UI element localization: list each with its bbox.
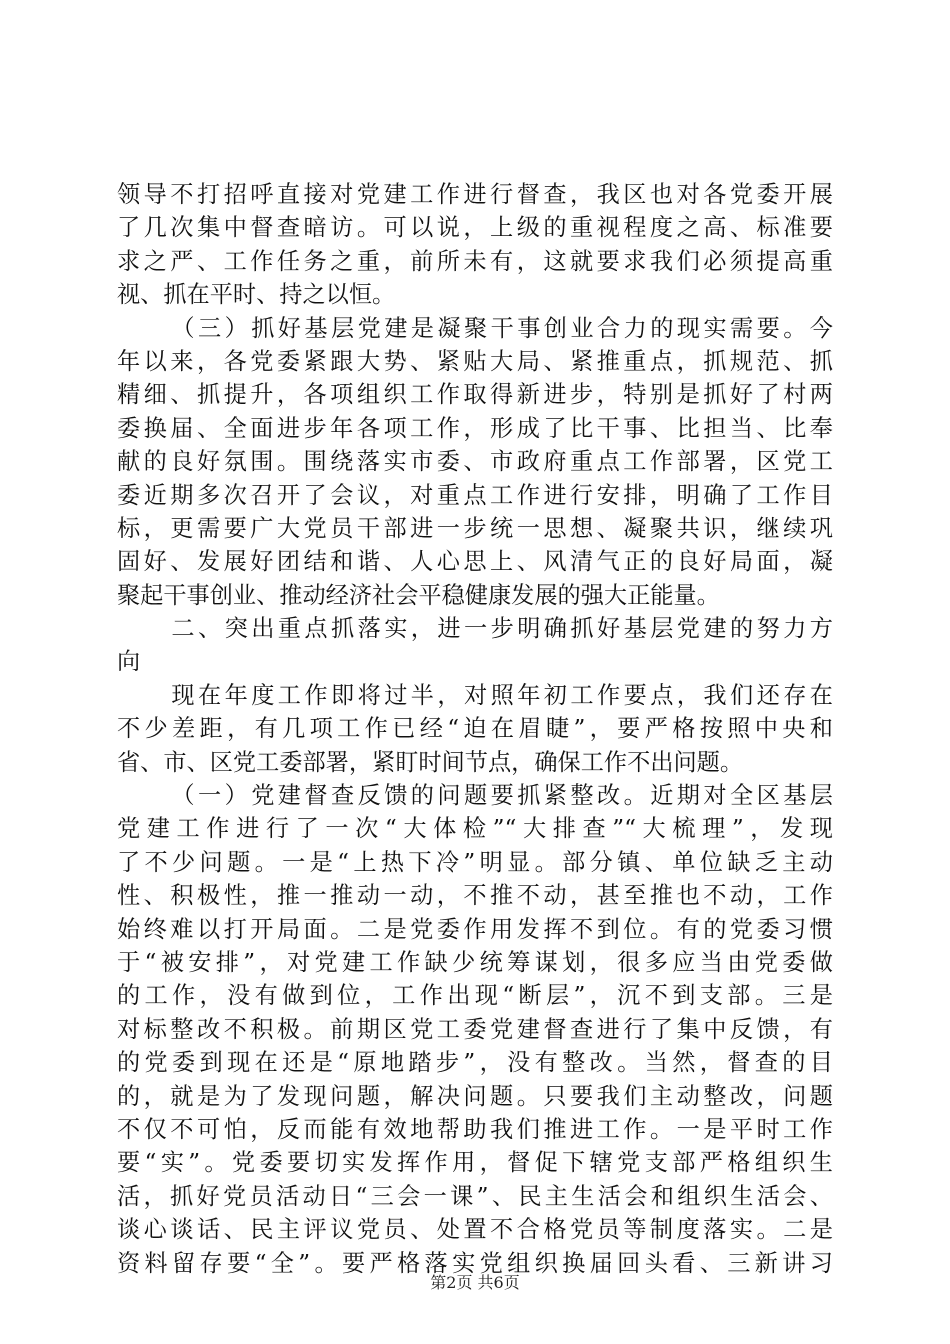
text-line: （一）党建督查反馈的问题要抓紧整改。近期对全区基层 <box>171 782 833 810</box>
text-line: 精细、抓提升，各项组织工作取得新进步，特别是抓好了村两 <box>117 381 833 409</box>
body-text <box>117 178 833 1280</box>
page-footer: 第2页 共6页 <box>430 1273 520 1292</box>
text-line: 省、市、区党工委部署，紧盯时间节点，确保工作不出问题。 <box>117 748 744 776</box>
text-line: （三）抓好基层党建是凝聚干事创业合力的现实需要。今 <box>171 314 833 342</box>
text-line: 委换届、全面进步年各项工作，形成了比干事、比担当、比奉 <box>117 414 833 442</box>
text-line: 年以来，各党委紧跟大势、紧贴大局、紧推重点，抓规范、抓 <box>117 347 833 375</box>
text-line: 对标整改不积极。前期区党工委党建督查进行了集中反馈，有 <box>117 1015 833 1043</box>
text-line: 不少差距，有几项工作已经“迫在眉睫”，要严格按照中央和 <box>117 715 833 743</box>
text-line: 领导不打招呼直接对党建工作进行督查，我区也对各党委开展 <box>117 181 833 208</box>
text-line: 始终难以打开局面。二是党委作用发挥不到位。有的党委习惯 <box>117 915 833 943</box>
text-line: 聚起干事创业、推动经济社会平稳健康发展的强大正能量。 <box>117 581 720 609</box>
text-line: 了不少问题。一是“上热下冷”明显。部分镇、单位缺乏主动 <box>117 848 833 876</box>
text-line: 求之严、工作任务之重，前所未有，这就要求我们必须提高重 <box>117 247 833 275</box>
text-line: 现在年度工作即将过半，对照年初工作要点，我们还存在 <box>171 681 833 709</box>
text-line: 党建工作进行了一次“大体检”“大排查”“大梳理”，发现 <box>117 815 833 843</box>
text-line: 要“实”。党委要切实发挥作用，督促下辖党支部严格组织生 <box>117 1149 833 1177</box>
text-line: 的，就是为了发现问题，解决问题。只要我们主动整改，问题 <box>117 1082 833 1110</box>
text-line: 资料留存要“全”。要严格落实党组织换届回头看、三新讲习 <box>117 1249 833 1277</box>
text-line: 的工作，没有做到位，工作出现“断层”，沉不到支部。三是 <box>117 982 833 1010</box>
text-line: 活，抓好党员活动日“三会一课”、民主生活会和组织生活会、 <box>117 1182 833 1210</box>
text-line: 的党委到现在还是“原地踏步”，没有整改。当然，督查的目 <box>117 1049 833 1077</box>
text-line: 谈心谈话、民主评议党员、处置不合格党员等制度落实。二是 <box>117 1216 833 1244</box>
text-line: 二、突出重点抓落实，进一步明确抓好基层党建的努力方 <box>171 615 833 643</box>
text-line: 委近期多次召开了会议，对重点工作进行安排，明确了工作目 <box>117 481 833 509</box>
text-line: 了几次集中督查暗访。可以说，上级的重视程度之高、标准要 <box>117 214 833 242</box>
text-line: 性、积极性，推一推动一动，不推不动，甚至推也不动，工作 <box>117 882 833 910</box>
text-line: 向 <box>117 648 141 676</box>
text-line: 视、抓在平时、持之以恒。 <box>117 281 396 309</box>
text-line: 献的良好氛围。围绕落实市委、市政府重点工作部署，区党工 <box>117 448 833 476</box>
text-line: 标，更需要广大党员干部进一步统一思想、凝聚共识，继续巩 <box>117 514 833 542</box>
text-line: 固好、发展好团结和谐、人心思上、风清气正的良好局面，凝 <box>117 548 833 576</box>
text-line: 于“被安排”，对党建工作缺少统筹谋划，很多应当由党委做 <box>117 948 833 976</box>
text-line: 不仅不可怕，反而能有效地帮助我们推进工作。一是平时工作 <box>117 1115 833 1143</box>
